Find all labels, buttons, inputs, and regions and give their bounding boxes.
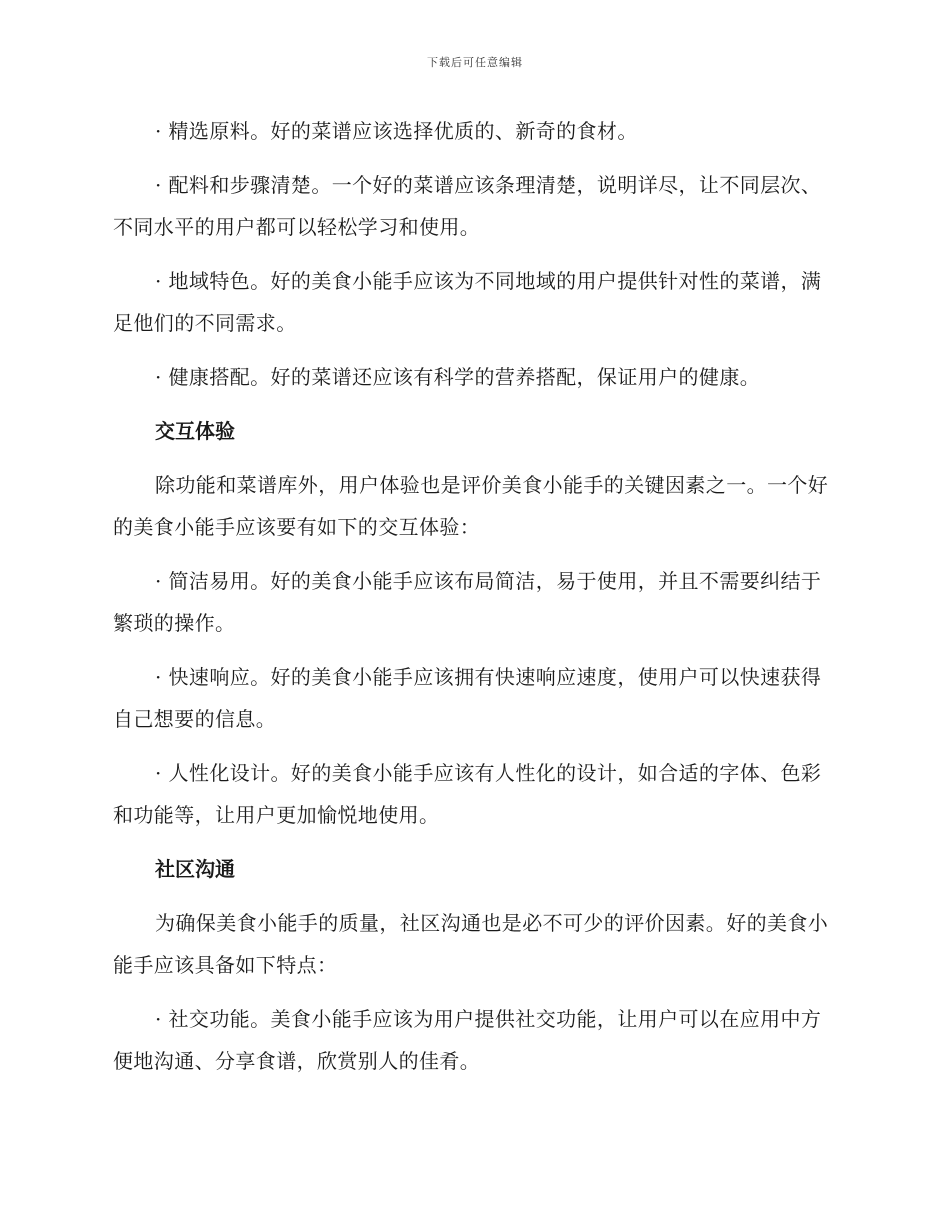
- bullet-paragraph-humanized: · 人性化设计。好的美食小能手应该有人性化的设计，如合适的字体、色彩和功能等，让用户更加愉悦地使用。: [113, 761, 822, 827]
- bullet-paragraph-fast: · 快速响应。好的美食小能手应该拥有快速响应速度，使用户可以快速获得自己想要的信息。: [113, 665, 822, 731]
- section-heading-interaction: 交互体验: [155, 419, 235, 443]
- body-paragraph-community-intro: 为确保美食小能手的质量，社区沟通也是必不可少的评价因素。好的美食小能手应该具备如下特点：: [113, 911, 829, 977]
- bullet-paragraph-simple: · 简洁易用。好的美食小能手应该布局简洁，易于使用，并且不需要纠结于繁琐的操作。: [113, 569, 822, 635]
- section-heading-community: 社区沟通: [155, 857, 235, 881]
- body-paragraph-interaction-intro: 除功能和菜谱库外，用户体验也是评价美食小能手的关键因素之一。一个好的美食小能手应该要有如下的交互体验：: [113, 473, 829, 539]
- bullet-paragraph-social: · 社交功能。美食小能手应该为用户提供社交功能，让用户可以在应用中方便地沟通、分享食谱，欣赏别人的佳肴。: [113, 1007, 822, 1073]
- bullet-paragraph-regional: · 地域特色。好的美食小能手应该为不同地域的用户提供针对性的菜谱，满足他们的不同需求。: [113, 269, 822, 335]
- document-body: [113, 110, 833, 1094]
- bullet-paragraph-ingredients: · 精选原料。好的菜谱应该选择优质的、新奇的食材。: [155, 119, 638, 143]
- bullet-paragraph-steps: · 配料和步骤清楚。一个好的菜谱应该条理清楚，说明详尽，让不同层次、不同水平的用户都可以轻松学习和使用。: [113, 173, 822, 239]
- page-header: 下载后可任意编辑: [427, 56, 523, 69]
- bullet-paragraph-health: · 健康搭配。好的菜谱还应该有科学的营养搭配，保证用户的健康。: [155, 365, 761, 389]
